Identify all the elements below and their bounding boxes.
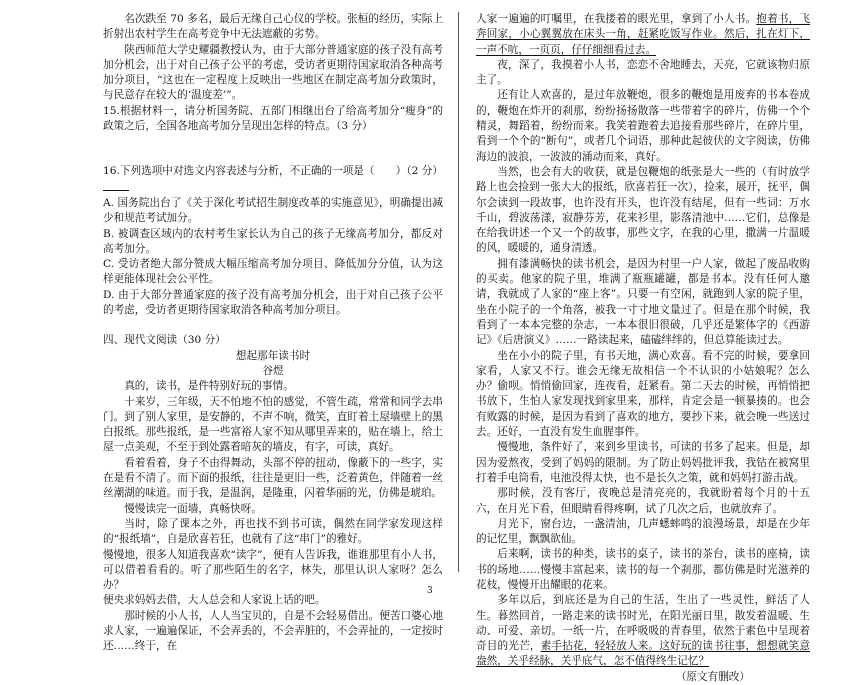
option-b: B. 被调查区域内的农村考生家长认为自己的孩子无缘高考加分，都反对高考加分。 bbox=[103, 227, 443, 255]
left-column bbox=[103, 12, 443, 655]
paragraph: 那时候，没有客厅，夜晚总是清亮亮的，我就盼着每个月的十五六，在月光下看，但眼睛看得疼啊，试了几次之后，也就放弃了。 bbox=[476, 487, 810, 515]
page-number: 3 bbox=[427, 586, 433, 596]
paragraph: 当时，除了课本之外，再也找不到书可读，偶然在同学家发现这样的“报纸墙”，自是欣喜若狂，也就有了这“串门”的雅好。 bbox=[103, 517, 443, 546]
underlined-sentence: 素手拈花，轻轻放人来。这好玩的读书往事，想想就笑意盎然，关乎经脉，关乎底气，怎不值得终生记忆？ bbox=[476, 640, 811, 668]
option-d: D. 由于大部分普通家庭的孩子没有高考加分机会，出于对自己孩子公平的考虑，受访者更期待国家取消各种高考加分项目。 bbox=[103, 288, 443, 317]
question-16-stem: 16.下列选项中对选文内容表述与分析，不正确的一项是（ ）（2 分） bbox=[103, 164, 443, 196]
paragraph: 真的，读书，是件特别好玩的事情。 bbox=[124, 380, 294, 393]
paragraph: 当然，也会有大的收获，就是包鞭炮的纸张是大一些的（有时放学路上也会捡到一张大大的报纸，欣喜若狂一次），捡来，展开，抚平，偶尔会读到一段故事，也许没有开头，也许没有结尾，但有一些词：万水千山，碧波荡漾，寂静芬芳，花来衫里，影落清池中……它们，总像是在给我讲述一个又一个的故事，那些文字，在我的心里，撒满一片温暖的风，暖暖的，通身清透。 bbox=[476, 165, 810, 255]
paragraph: 慢慢地，条件好了，来到乡里读书，可读的书多了起来。但是，却因为爱熬夜，受到了妈妈的限制。为了防止妈妈批评我，我钻在被窝里打着手电筒看，电池没得太快，也不是长久之策，就和妈妈打游击战。 bbox=[476, 441, 810, 484]
paragraph: 夜，深了，我摸着小人书，恋恋不舍地睡去，天亮，它就该物归原主了。 bbox=[476, 58, 810, 87]
column-divider bbox=[458, 12, 459, 572]
paragraph: 名次跌至 70 多名，最后无缘自己心仪的学校。张桓的经历，实际上折射出农村学生在高考竞争中无法遮蔽的劣势。 bbox=[103, 13, 443, 41]
answer-blank[interactable] bbox=[103, 180, 129, 191]
paragraph: 那时候的小人书，人人当宝贝的，自是不会轻易借出。便苦口婆心地求人家，一遍遍保证，不会弄丢的，不会弄脏的，不会弄扯的，一定按时还……终于，在 bbox=[103, 609, 443, 653]
paragraph: 拥有漆满畅快的读书机会，是因为村里一户人家，做起了废品收购的买卖。他家的院子里，堆满了瓶瓶罐罐，都是书本。没有任何人邀请，我就成了人家的“座上客”。只要一有空闲，就跑到人家的院子里，坐在小院子的一个角落，被我一寸寸地文量过了。但是在那个时候，我看到了一本本完整的杂志，一本本很旧很破，几乎还是繁体字的《西游记》《后唐演义》……一路读起来，磕磕绊绊的，但总算能读过去。 bbox=[476, 257, 810, 347]
option-c: C. 受访者绝大部分赞成大幅压缩高考加分项目、降低加分分值，认为这样更能体现社会公平性。 bbox=[103, 258, 443, 286]
right-column bbox=[476, 12, 810, 685]
paragraph: 慢慢读完一面墙，真畅快呀。 bbox=[124, 502, 262, 515]
underlined-sentence: 抱着书，飞奔回家，小心翼翼放在床头一角，赶紧吃饭写作业。然后，扎在灯下，一声不吭，一页页，仔仔细细看过去。 bbox=[476, 13, 811, 56]
paragraph: 十来岁，三年级，天不怕地不怕的感觉，不管生疏，常常和同学去串门。到了别人家里，是安静的，不声不响，微笑，直盯着土屋墙壁上的黑白报纸。那些报纸，是一些富裕人家不知从哪里弄来的，贴在墙上，给土屋一点美观，不至于到处露着暗灰的墙皮，有字，可读，真好。 bbox=[103, 395, 443, 454]
paragraph: 后来啊，读书的种类，读书的桌子，读书的茶台，读书的座椅，读书的场地……慢慢丰富起来，读书的每一个刹那，都仿佛是时光滋养的花枝，慢慢开出耀眼的花来。 bbox=[476, 548, 810, 591]
paragraph: 看着看着，身子不由得舞动，头部不停的扭动，像蔽下的一些字，实在是看不清了。而下面的报纸，往往是更旧一些，泛着黄色，伴随着一丝丝潮湖的味道。而于我，是温润，是隆重，闪着华丽的光，仿佛是琥珀。 bbox=[103, 456, 443, 500]
paragraph: 月光下，窗台边，一盏清油，几声蟋蟀鸣的浪漫场景，却是在少年的记忆里，飘飘欲仙。 bbox=[476, 517, 810, 546]
paragraph: 多年以后，到底还是为自己的生活，生出了一些灵性，鲜活了人生。暮然回首，一路走来的读书时光，在阳光丽日里，散发着温暖、生动、可爱、亲切。一纸一片，在呼吸吸的青春里，依然于素色中呈现着奇目的光芒，素手拈花，轻轻放人来。这好玩的读书往事，想想就笑意盎然，关乎经脉，关乎底气，怎不值得终生记忆？ bbox=[476, 594, 811, 668]
paragraph: 还有让人欢喜的，是过年放鞭炮，很多的鞭炮是用废弃的书本卷成的，鞭炮在炸开的刹那，纷纷扬扬散落一些带着字的碎片，仿佛一个个精灵，舞蹈着，纷纷而来。我笑着跑着去追接看那些碎片，在碎片里，看到一个个的“断句”，或者几个词语，那种此起彼伏的文字阅读，仿佛海边的波浪，一波波的涌动而来，真好。 bbox=[476, 89, 810, 163]
article-title: 想起那年读书时 bbox=[235, 349, 311, 362]
paragraph: 陕西师范大学史耀疆教授认为，由于大部分普通家庭的孩子没有高考加分机会，出于对自己孩子公平的考虑，受访者更期待国家取消各种高考加分项目，“这也在一定程度上反映出一些地区在制定高考加分政策时，与民意存在较大的‘温度差’”。 bbox=[103, 43, 443, 102]
question-15: 15.根据材料一，请分析国务院、五部门相继出台了给高考加分“瘦身”的政策之后，全国各地高考加分呈现出怎样的特点。（3 分） bbox=[103, 104, 443, 133]
paragraph: 慢慢地，很多人知道我喜欢“读字”，便有人告诉我，谁谁那里有小人书，可以借着看看的。听了那些陌生的名字，林失，那里认识人家呀？怎么办？ bbox=[103, 548, 443, 592]
source-note: （原文有删改） bbox=[675, 670, 750, 683]
paragraph: 坐在小小的院子里，有书天地，满心欢喜。看不完的时候，要拿回家看，人家又不行。谁会无缘无故相信一个不认识的小姑娘呢？怎么办？偷呗。悄悄偷回家，连夜看，赶紧看。第二天去的时候，再悄悄把书放下，生怕人家发现找到家里来，那样，肯定会是一顿暴揍的。也会有败露的时候，是因为看到了喜欢的地方，要抄下来，就会晚一些送过去。还好，一直没有发生血腥事件。 bbox=[476, 349, 810, 439]
paragraph: 便央求妈妈去借，大人总会和人家说上话的吧。 bbox=[103, 594, 326, 607]
option-a: A. 国务院出台了《关于深化考试招生制度改革的实施意见》，明确提出减少和规范考试加分。 bbox=[103, 196, 443, 225]
section-heading: 四、现代文阅读（30 分） bbox=[103, 334, 226, 347]
paragraph: 人家一遍遍的叮嘱里，在我搂着的眼光里，拿到了小人书。抱着书，飞奔回家，小心翼翼放在床头一角，赶紧吃饭写作业。然后，扎在灯下，一声不吭，一页页，仔仔细细看过去。 bbox=[476, 13, 811, 56]
article-author: 谷煜 bbox=[262, 364, 284, 377]
